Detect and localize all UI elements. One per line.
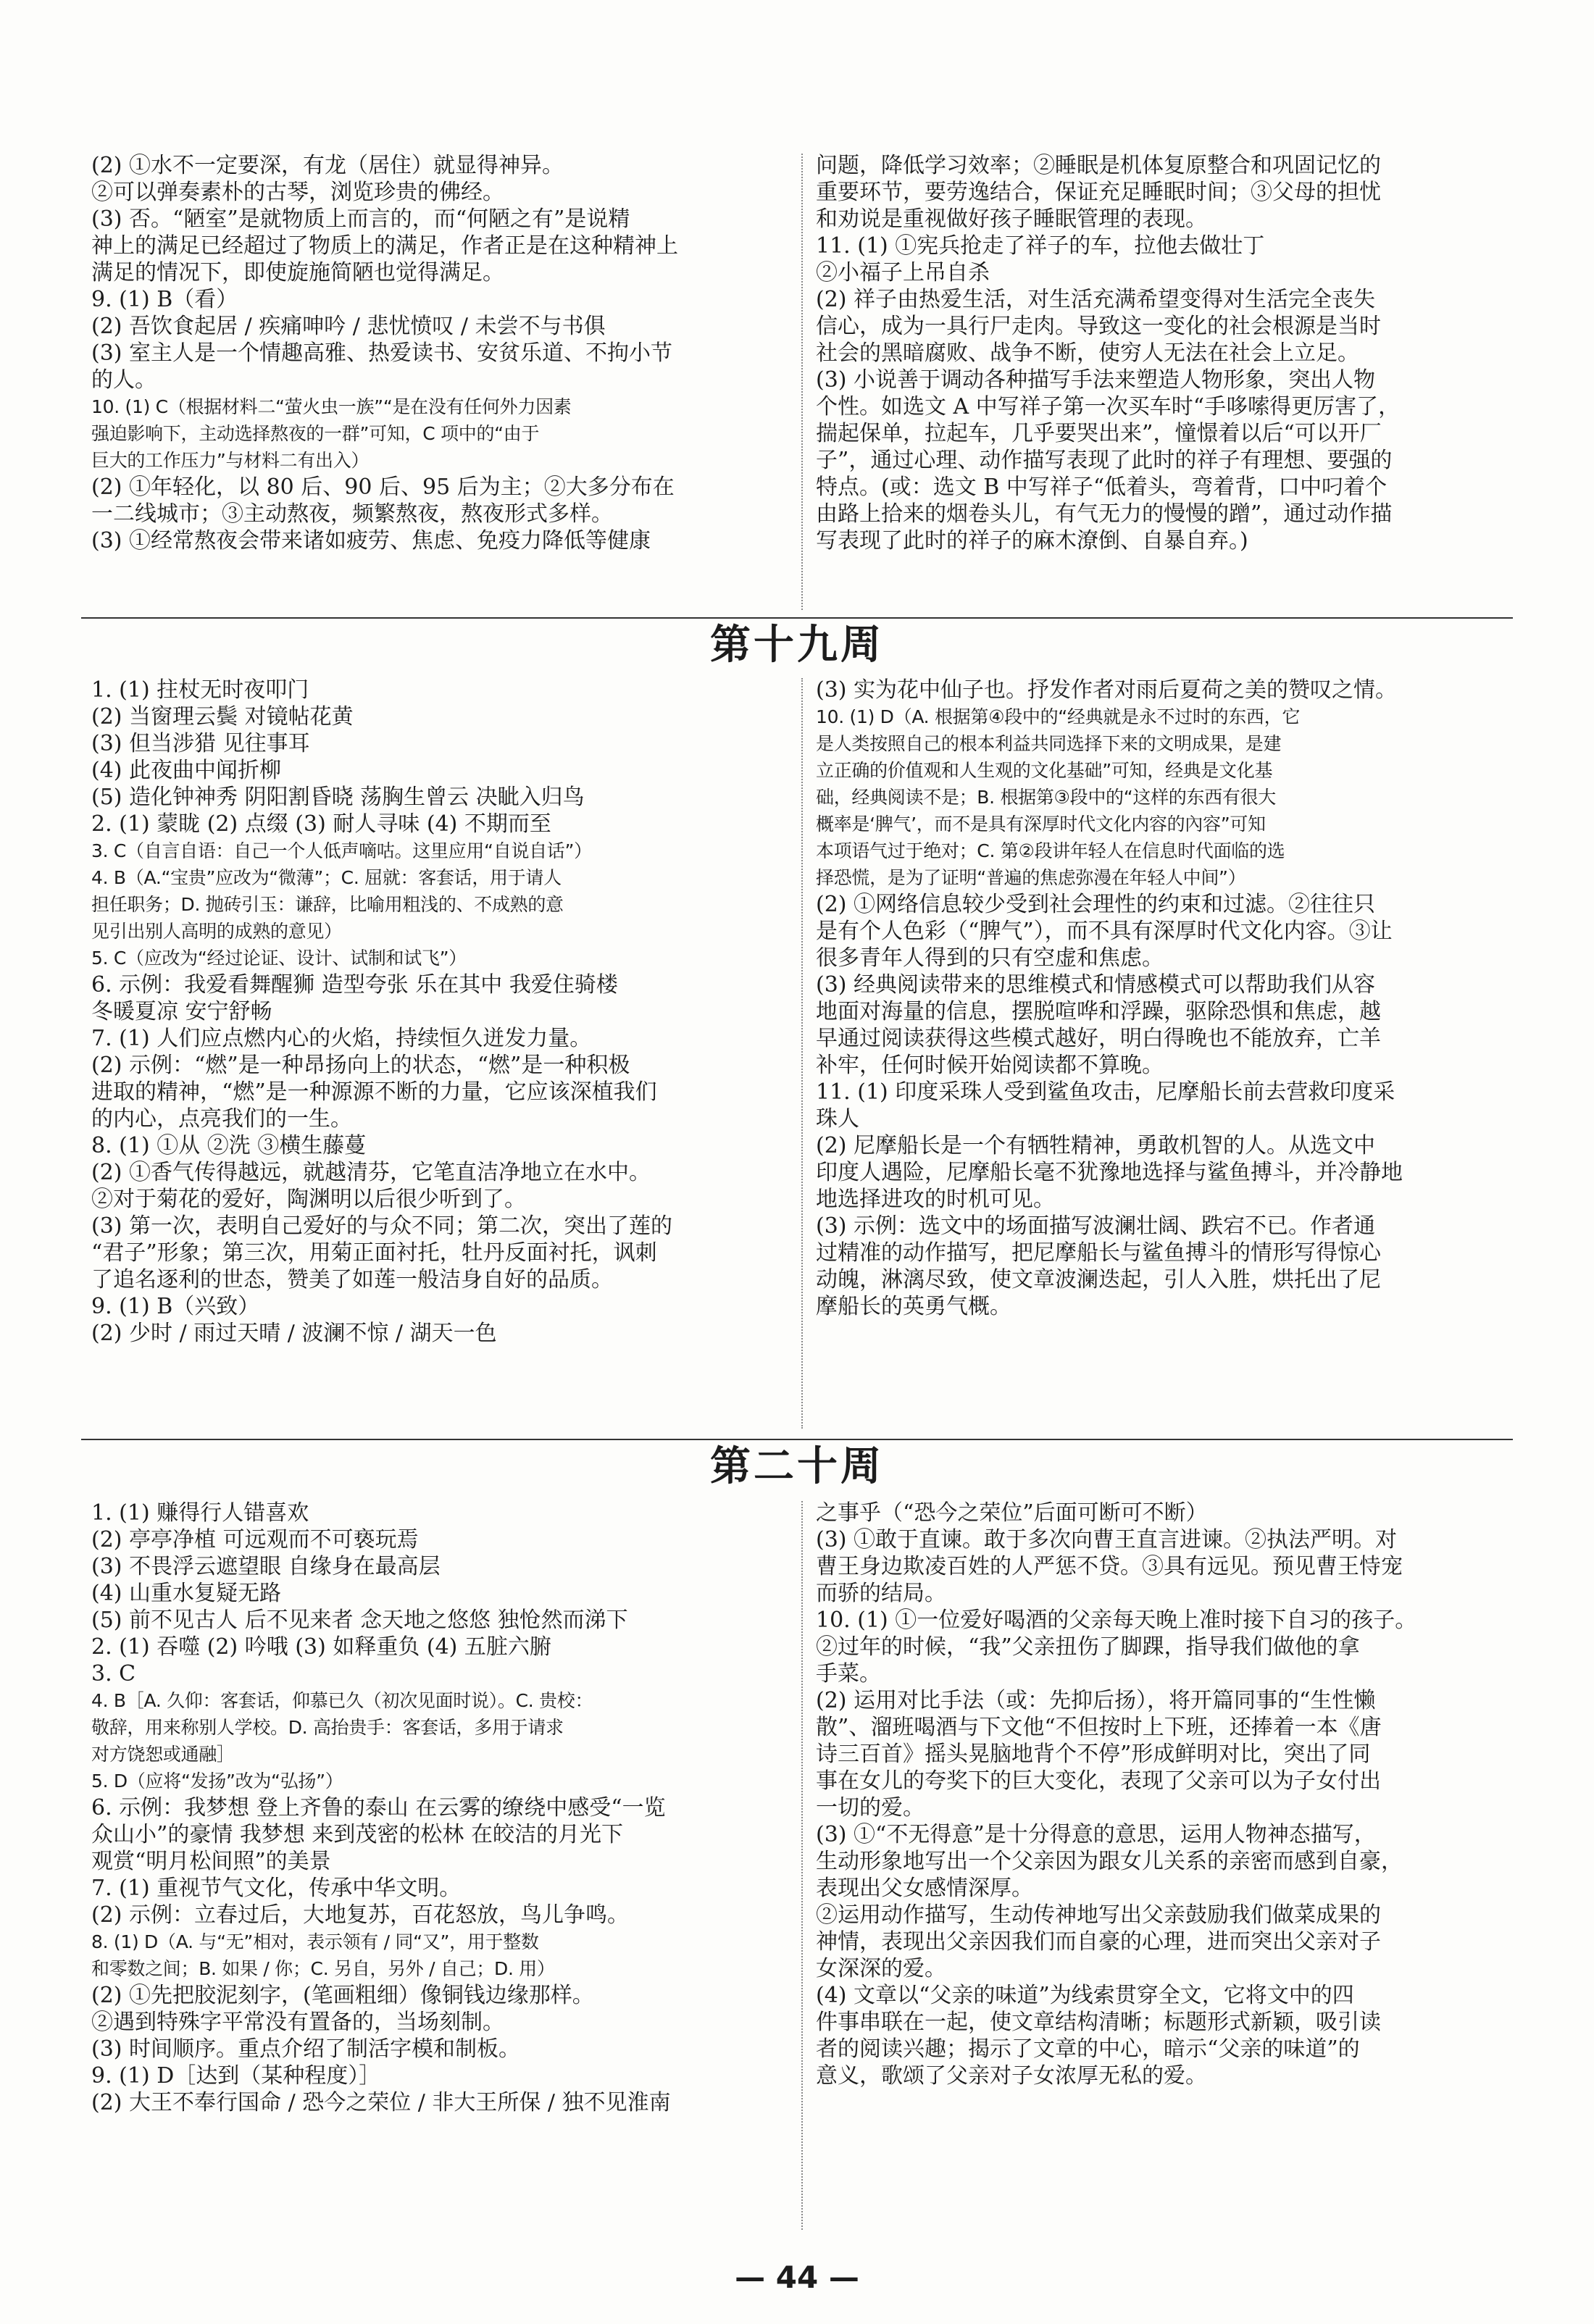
week20-right-column	[816, 1500, 1511, 2089]
answer-line: (2) ①网络信息较少受到社会理性的约束和过滤。②往往只	[816, 892, 1376, 917]
answer-line: 9. (1) B（兴致）	[91, 1294, 260, 1319]
answer-line: 散”、溜班喝酒与下文他“不但按时上下班，还捧着一本《唐	[816, 1715, 1382, 1740]
week19-left-column	[91, 677, 787, 1347]
answer-line: 11. (1) ①宪兵抢走了祥子的车，拉他去做壮丁	[816, 233, 1265, 259]
answer-line: (3) ①经常熬夜会带来诸如疲劳、焦虑、免疫力降低等健康	[91, 528, 651, 553]
answer-line: 8. (1) D（A. 与“无”相对，表示领有 / 同“又”，用于整数	[91, 1931, 539, 1952]
answer-line: 过精准的动作描写，把尼摩船长与鲨鱼搏斗的情形写得惊心	[816, 1240, 1381, 1266]
answer-line: ②遇到特殊字平常没有置备的，当场刻制。	[91, 2010, 504, 2035]
answer-line: 5. C（应改为“经过论证、设计、试制和试飞”）	[91, 948, 467, 969]
answer-line: 信心，成为一具行尸走肉。导致这一变化的社会根源是当时	[816, 314, 1381, 339]
answer-line: 担任职务；D. 抛砖引玉：谦辞，比喻用粗浅的、不成熟的意	[91, 894, 564, 915]
answer-line: ②小福子上吊自杀	[816, 260, 990, 285]
answer-line: (2) 亭亭净植 可远观而不可亵玩焉	[91, 1527, 419, 1552]
answer-line: 6. 示例：我梦想 登上齐鲁的泰山 在云雾的缭绕中感受“一览	[91, 1795, 666, 1821]
answer-line: 曹王身边欺凌百姓的人严惩不贷。③具有远见。预见曹王恃宠	[816, 1554, 1403, 1579]
column-divider	[801, 678, 803, 1429]
answer-line: 地选择进攻的时机可见。	[816, 1187, 1055, 1212]
answer-line: 众山小”的豪情 我梦想 来到茂密的松林 在皎洁的月光下	[91, 1822, 623, 1847]
answer-line: (2) ①年轻化，以 80 后、90 后、95 后为主；②大多分布在	[91, 475, 675, 500]
answer-line: 事在女儿的夸奖下的巨大变化，表现了父亲可以为子女付出	[816, 1768, 1381, 1794]
answer-line: 敬辞，用来称别人学校。D. 高抬贵手：客套话，多用于请求	[91, 1717, 564, 1738]
answer-line: 础，经典阅读不是；B. 根据第③段中的“这样的东西有很大	[816, 787, 1277, 808]
answer-line: 问题，降低学习效率；②睡眠是机体复原整合和巩固记忆的	[816, 153, 1381, 178]
answer-line: 3. C（自言自语：自己一个人低声嘀咕。这里应用“自说自话”）	[91, 840, 592, 861]
answer-line: (4) 山重水复疑无路	[91, 1581, 282, 1606]
answer-line: ②对于菊花的爱好，陶渊明以后很少听到了。	[91, 1187, 526, 1212]
answer-line: 动魄，淋漓尽致，使文章波澜迭起，引人入胜，烘托出了尼	[816, 1267, 1381, 1292]
column-divider	[801, 154, 803, 610]
answer-line: ②运用动作描写，生动传神地写出父亲鼓励我们做菜成果的	[816, 1902, 1381, 1928]
answer-line: 本项语气过于绝对；C. 第②段讲年轻人在信息时代面临的选	[816, 840, 1285, 861]
answer-line: (2) 祥子由热爱生活，对生活充满希望变得对生活完全丧失	[816, 287, 1376, 312]
answer-line: 诗三百首》摇头晃脑地背个不停”形成鲜明对比，突出了同	[816, 1742, 1371, 1767]
answer-line: 是有个人色彩（“脾气”），而不具有深厚时代文化内容。③让	[816, 919, 1393, 944]
answer-line: (5) 造化钟神秀 阴阳割昏晓 荡胸生曾云 决眦入归鸟	[91, 785, 585, 810]
answer-line: (3) 否。“陋室”是就物质上而言的，而“何陋之有”是说精	[91, 206, 630, 232]
answer-line: 9. (1) D［达到（某种程度）］	[91, 2063, 381, 2089]
answer-line: 4. B［A. 久仰：客套话，仰慕已久（初次见面时说）。C. 贵校：	[91, 1690, 593, 1711]
answer-line: 手菜。	[816, 1661, 881, 1686]
answer-line: 4. B（A.“宝贵”应改为“微薄”；C. 屈就：客套话，用于请人	[91, 867, 562, 888]
answer-line: 早通过阅读获得这些模式越好，明白得晚也不能放弃，亡羊	[816, 1026, 1381, 1051]
answer-line: 件事串联在一起，使文章结构清晰；标题形式新颖，吸引读	[816, 2010, 1381, 2035]
answer-line: (2) ①水不一定要深，有龙（居住）就显得神异。	[91, 153, 564, 178]
week19-right-column	[816, 677, 1511, 1320]
answer-line: 1. (1) 拄杖无时夜叩门	[91, 677, 309, 703]
answer-line: 特点。(或：选文 B 中写祥子“低着头，弯着背，口中叼着个	[816, 475, 1388, 500]
answer-line: 1. (1) 赚得行人错喜欢	[91, 1500, 309, 1526]
answer-line: (3) 经典阅读带来的思维模式和情感模式可以帮助我们从容	[816, 972, 1376, 998]
answer-line: 印度人遇险，尼摩船长毫不犹豫地选择与鲨鱼搏斗，并冷静地	[816, 1160, 1403, 1185]
answer-line: (2) 当窗理云鬓 对镜帖花黄	[91, 704, 354, 730]
answer-line: 珠人	[816, 1106, 859, 1132]
answer-line: 者的阅读兴趣；揭示了文章的中心，暗示“父亲的味道”的	[816, 2036, 1360, 2062]
answer-line: (3) 时间顺序。重点介绍了制活字模和制板。	[91, 2036, 521, 2062]
answer-line: 5. D（应将“发扬”改为“弘扬”）	[91, 1771, 343, 1792]
answer-line: (3) 小说善于调动各种描写手法来塑造人物形象，突出人物	[816, 367, 1376, 393]
page-number: — 44 —	[735, 2260, 859, 2295]
answer-line: 子”，通过心理、动作描写表现了此时的祥子有理想、要强的	[816, 448, 1393, 473]
answer-line: 观赏“明月松间照”的美景	[91, 1849, 331, 1874]
answer-line: 地面对海量的信息，摆脱喧哗和浮躁，驱除恐惧和焦虑，越	[816, 999, 1381, 1024]
answer-line: 一二线城市；③主动熬夜，频繁熬夜，熬夜形式多样。	[91, 501, 613, 527]
answer-line: (3) 室主人是一个情趣高雅、热爱读书、安贫乐道、不拘小节	[91, 340, 673, 366]
answer-line: 神情，表现出父亲因我们而自豪的心理，进而突出父亲对子	[816, 1929, 1381, 1955]
answer-line: (2) 尼摩船长是一个有牺牲精神，勇敢机智的人。从选文中	[816, 1133, 1376, 1158]
answer-line: 是人类按照自己的根本利益共同选择下来的文明成果，是建	[816, 733, 1282, 754]
answer-line: (3) 不畏浮云遮望眼 自缘身在最高层	[91, 1554, 441, 1579]
answer-line: 强迫影响下，主动选择熬夜的一群”可知，C 项中的“由于	[91, 423, 540, 444]
answer-line: (3) 实为花中仙子也。抒发作者对雨后夏荷之美的赞叹之情。	[816, 677, 1398, 703]
answer-line: 一切的爱。	[816, 1795, 925, 1821]
answer-line: (2) 吾饮食起居 / 疾痛呻吟 / 悲忧愤叹 / 未尝不与书俱	[91, 314, 606, 339]
answer-line: 和劝说是重视做好孩子睡眠管理的表现。	[816, 206, 1207, 232]
week19-heading: 第十九周	[710, 622, 884, 669]
answer-line: 7. (1) 重视节气文化，传承中华文明。	[91, 1876, 462, 1901]
answer-line: 重要环节，要劳逸结合，保证充足睡眠时间；③父母的担忧	[816, 180, 1381, 205]
answer-line: 冬暖夏凉 安宁舒畅	[91, 999, 272, 1024]
answer-line: (2) 示例：立春过后，大地复苏，百花怒放，鸟儿争鸣。	[91, 1902, 630, 1928]
answer-line: 择恐慌，是为了证明“普遍的焦虑弥漫在年轻人中间”）	[816, 867, 1246, 888]
section-rule	[81, 1439, 1513, 1440]
answer-line: 揣起保单，拉起车，几乎要哭出来”，憧憬着以后“可以开厂	[816, 421, 1382, 446]
answer-line: (3) 但当涉猎 见往事耳	[91, 731, 310, 756]
answer-line: 对方饶恕或通融］	[91, 1744, 235, 1765]
section-rule	[81, 617, 1513, 619]
column-divider	[801, 1501, 803, 2230]
answer-line: 10. (1) D（A. 根据第④段中的“经典就是永不过时的东西，它	[816, 706, 1301, 727]
answer-line: 2. (1) 吞噬 (2) 吟哦 (3) 如释重负 (4) 五脏六腑	[91, 1634, 551, 1660]
answer-line: 立正确的价值观和人生观的文化基础”可知，经典是文化基	[816, 760, 1273, 781]
answer-line: (3) 第一次，表明自己爱好的与众不同；第二次，突出了莲的	[91, 1213, 673, 1239]
answer-line: (4) 文章以“父亲的味道”为线索贯穿全文，它将文中的四	[816, 1983, 1354, 2008]
answer-line: 的人。	[91, 367, 157, 393]
answer-line: 社会的黑暗腐败、战争不断，使穷人无法在社会上立足。	[816, 340, 1359, 366]
answer-line: 2. (1) 蒙眬 (2) 点缀 (3) 耐人寻味 (4) 不期而至	[91, 811, 551, 837]
answer-line: 表现出父女感情深厚。	[816, 1876, 1033, 1901]
answer-line: 的内心，点亮我们的一生。	[91, 1106, 352, 1132]
answer-line: 而骄的结局。	[816, 1581, 946, 1606]
answer-line: 6. 示例：我爱看舞醒狮 造型夸张 乐在其中 我爱住骑楼	[91, 972, 618, 998]
answer-line: 巨大的工作压力”与材料二有出入）	[91, 450, 370, 471]
answer-line: 7. (1) 人们应点燃内心的火焰，持续恒久迸发力量。	[91, 1026, 592, 1051]
answer-line: 补牢，任何时候开始阅读都不算晚。	[816, 1053, 1164, 1078]
week18-right-column	[816, 152, 1511, 554]
answer-line: (2) ①香气传得越远，就越清芬，它笔直洁净地立在水中。	[91, 1160, 651, 1185]
answer-line: 了追名逐利的世态，赞美了如莲一般洁身自好的品质。	[91, 1267, 613, 1292]
answer-line: 女深深的爱。	[816, 1956, 946, 1981]
answer-line: (3) ①“不无得意”是十分得意的意思，运用人物神态描写，	[816, 1822, 1376, 1847]
week20-heading: 第二十周	[710, 1443, 884, 1490]
answer-line: 很多青年人得到的只有空虚和焦虑。	[816, 945, 1164, 971]
answer-line: 生动形象地写出一个父亲因为跟女儿关系的亲密而感到自豪，	[816, 1849, 1403, 1874]
answer-line: 摩船长的英勇气概。	[816, 1294, 1011, 1319]
answer-line: (4) 此夜曲中闻折柳	[91, 758, 282, 783]
answer-line: (2) 大王不奉行国命 / 恐今之荣位 / 非大王所保 / 独不见淮南	[91, 2090, 671, 2115]
answer-line: 9. (1) B（看）	[91, 287, 238, 312]
answer-line: 神上的满足已经超过了物质上的满足，作者正是在这种精神上	[91, 233, 678, 259]
answer-line: (2) ①先把胶泥刻字，(笔画粗细）像铜钱边缘那样。	[91, 1983, 594, 2008]
answer-line: (5) 前不见古人 后不见来者 念天地之悠悠 独怆然而涕下	[91, 1608, 628, 1633]
answer-line: 由路上拾来的烟卷头儿，有气无力的慢慢的蹭”，通过动作描	[816, 501, 1393, 527]
answer-line: 11. (1) 印度采珠人受到鲨鱼攻击，尼摩船长前去营救印度采	[816, 1079, 1395, 1105]
week20-left-column	[91, 1500, 787, 2116]
answer-line: 10. (1) ①一位爱好喝酒的父亲每天晚上准时接下自习的孩子。	[816, 1608, 1417, 1633]
answer-line: “君子”形象；第三次，用菊正面衬托，牡丹反面衬托，讽刺	[91, 1240, 657, 1266]
week18-left-column	[91, 152, 787, 554]
answer-line: 见引出别人高明的成熟的意见）	[91, 921, 342, 942]
answer-line: 和零数之间；B. 如果 / 你；C. 另自，另外 / 自己；D. 用）	[91, 1958, 555, 1979]
answer-line: ②可以弹奏素朴的古琴，浏览珍贵的佛经。	[91, 180, 504, 205]
answer-line: (2) 少时 / 雨过天晴 / 波澜不惊 / 湖天一色	[91, 1321, 497, 1346]
answer-line: 3. C	[91, 1661, 136, 1686]
answer-line: 个性。如选文 A 中写祥子第一次买车时“手哆嗦得更厉害了，	[816, 394, 1401, 419]
answer-line: 10. (1) C（根据材料二“萤火虫一族”“是在没有任何外力因素	[91, 396, 572, 417]
answer-line: (2) 示例：“燃”是一种昂扬向上的状态，“燃”是一种积极	[91, 1053, 630, 1078]
answer-line: ②过年的时候，“我”父亲扭伤了脚踝，指导我们做他的拿	[816, 1634, 1360, 1660]
answer-line: 进取的精神，“燃”是一种源源不断的力量，它应该深植我们	[91, 1079, 657, 1105]
answer-line: (3) 示例：选文中的场面描写波澜壮阔、跌宕不已。作者通	[816, 1213, 1376, 1239]
answer-line: 写表现了此时的祥子的麻木潦倒、自暴自弃。)	[816, 528, 1248, 553]
answer-line: 满足的情况下，即使旋施简陋也觉得满足。	[91, 260, 504, 285]
answer-line: 之事乎（“恐今之荣位”后面可断可不断）	[816, 1500, 1208, 1526]
answer-line: (3) ①敢于直谏。敢于多次向曹王直言进谏。②执法严明。对	[816, 1527, 1398, 1552]
answer-line: (2) 运用对比手法（或：先抑后扬），将开篇同事的“生性懒	[816, 1688, 1376, 1713]
answer-line: 8. (1) ①从 ②洗 ③横生藤蔓	[91, 1133, 367, 1158]
answer-line: 概率是‘脾气’，而不是具有深厚时代文化内容的內容”可知	[816, 814, 1266, 835]
answer-line: 意义，歌颂了父亲对子女浓厚无私的爱。	[816, 2063, 1207, 2089]
